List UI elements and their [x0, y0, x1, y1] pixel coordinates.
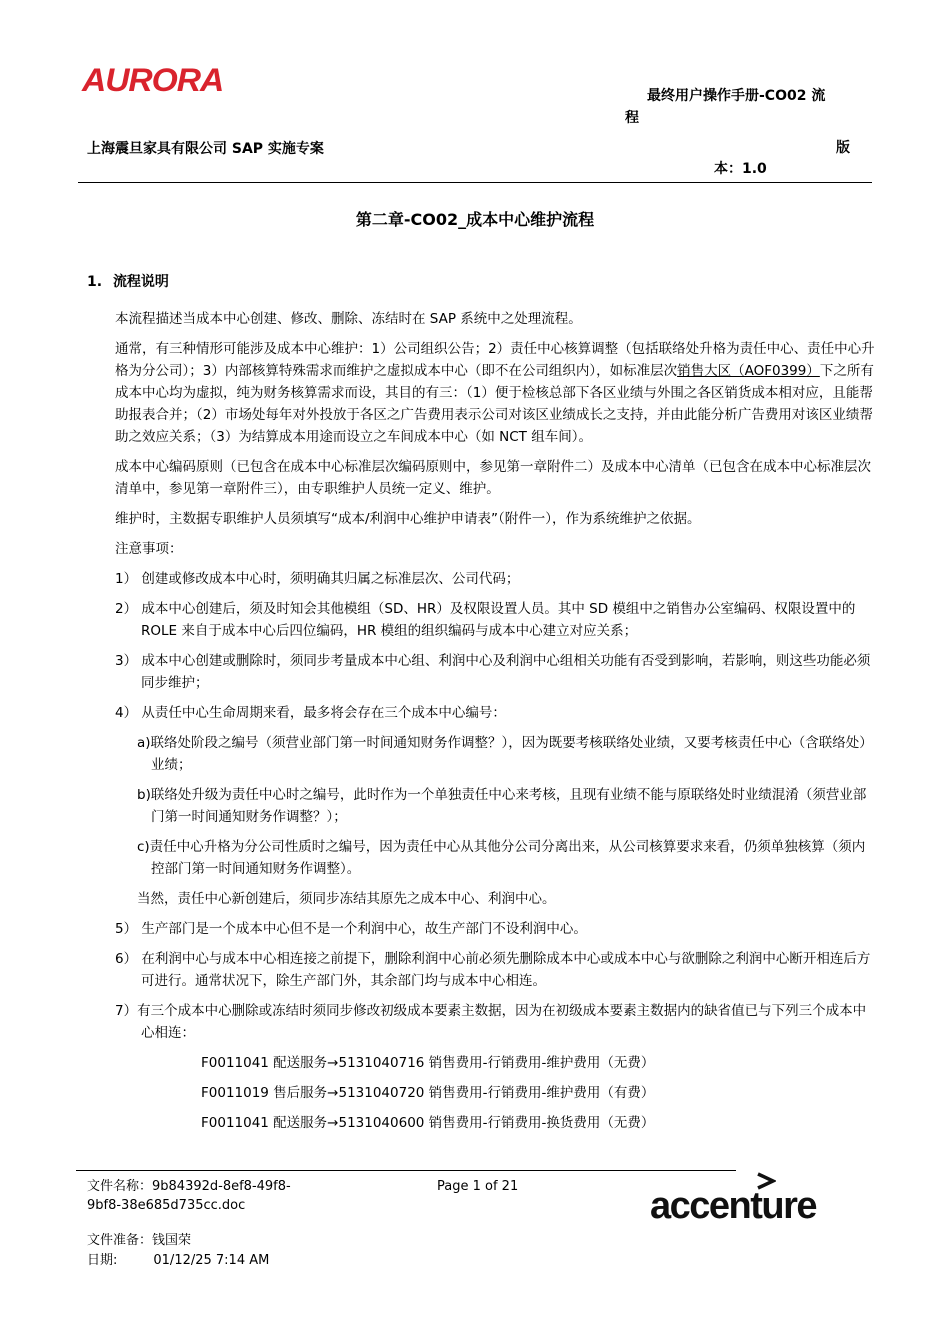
version-label-line1: 版 — [836, 140, 850, 156]
doc-title — [625, 85, 855, 129]
underlined-reference: 销售大区（AOF0399） — [677, 363, 820, 379]
paragraph: 维护时，主数据专职维护人员须填写“成本/利润中心维护申请表”（附件一），作为系统维护之依据。 — [115, 511, 701, 527]
doc-title-line2: 程 — [625, 110, 639, 126]
body-text — [115, 308, 875, 1142]
footer-date — [87, 1251, 269, 1270]
gl-account-line: F0011019 售后服务→5131040720 销售费用-行销费用-维护费用（有费） — [201, 1085, 655, 1101]
prepared-by: 文件准备：钱国荣 — [87, 1233, 192, 1248]
section-heading — [87, 271, 169, 291]
list-item: 1） 创建或修改成本中心时，须明确其归属之标准层次、公司代码； — [115, 571, 520, 587]
filename-line2: 9bf8-38e685d735cc.doc — [87, 1198, 246, 1213]
version-label-line2: 本：1.0 — [714, 161, 767, 177]
sub-list-item: b)联络处升级为责任中心时之编号，此时作为一个单独责任中心来考核，且现有业绩不能与原联络处时业绩混淆（须营业部门第一时间通知财务作调整？）； — [137, 787, 867, 825]
header-divider — [78, 182, 872, 183]
list-item: 5） 生产部门是一个成本中心但不是一个利润中心，故生产部门不设利润中心。 — [115, 921, 587, 937]
footer-filename — [87, 1177, 291, 1215]
gl-account-line: F0011041 配送服务→5131040716 销售费用-行销费用-维护费用（无费） — [201, 1055, 655, 1071]
sub-list-item: a)联络处阶段之编号（须营业部门第一时间通知财务作调整？），因为既要考核联络处业绩，又要考核责任中心（含联络处）业绩； — [137, 735, 873, 773]
filename-line1: 文件名称：9b84392d-8ef8-49f8- — [87, 1179, 291, 1194]
page-number: Page 1 of 21 — [437, 1179, 519, 1194]
aurora-logo: AURORA — [82, 62, 224, 98]
list-item: 3） 成本中心创建或删除时，须同步考量成本中心组、利润中心及利润中心组相关功能有否受到影响，若影响，则这些功能必须同步维护； — [115, 653, 871, 691]
doc-title-line1: 最终用户操作手册-CO02 流 — [647, 88, 826, 104]
accenture-logo — [650, 1168, 840, 1232]
list-item: 6） 在利润中心与成本中心相连接之前提下，删除利润中心前必须先删除成本中心或成本中心与欲删除之利润中心断开相连后方可进行。通常状况下，除生产部门外，其余部门均与成本中心相连。 — [115, 951, 871, 989]
footer-divider — [76, 1170, 736, 1171]
paragraph: 注意事项： — [115, 541, 183, 557]
project-name: 上海震旦家具有限公司 SAP 实施专案 — [87, 141, 324, 157]
gl-account-line: F0011041 配送服务→5131040600 销售费用-行销费用-换货费用（无费） — [201, 1115, 655, 1131]
date-label: 日期: — [87, 1253, 118, 1268]
sub-list-item: c)责任中心升格为分公司性质时之编号，因为责任中心从其他分公司分离出来，从公司核算要求来看，仍须单独核算（须内控部门第一时间通知财务作调整）。 — [137, 839, 866, 877]
section-title: 流程说明 — [112, 274, 169, 290]
paragraph-text: 通常，有三种情形可能涉及成本中心维护：1）公司组织公告；2）责任中心核算调整（包括联络处升格为责任中心、责任中心升格为分公司）；3）内部核算特殊需求而维护之虚拟成本中心（即不在公司组织内），如标准层次 — [115, 341, 875, 379]
list-item: 2） 成本中心创建后，须及时知会其他模组（SD、HR）及权限设置人员。其中 SD 模组中之销售办公室编码、权限设置中的 ROLE 来自于成本中心后四位编码，HR 模组的组织编码与成本中心建立对应关系； — [115, 601, 856, 639]
paragraph: 成本中心编码原则（已包含在成本中心标准层次编码原则中，参见第一章附件二）及成本中心清单（已包含在成本中心标准层次清单中，参见第一章附件三），由专职维护人员统一定义、维护。 — [115, 459, 871, 497]
paragraph-text: 下之所有成本中心均为虚拟，纯为财务核算需求而设，其目的有三：（1）便于检核总部下各区业绩与外围之各区销货成本相对应，且能帮助报表合并；（2）市场处每年对外投放于各区之广告费用表示公司对该区业绩成长之支持，并由此能分析广告费用对该区业绩帮助之效应关系；（3）为结算成本用途而设立之车间成本中心（如 NCT 组车间）。 — [115, 363, 874, 445]
paragraph — [115, 338, 875, 448]
accenture-wordmark: accenture — [650, 1185, 817, 1227]
list-item: 4） 从责任中心生命周期来看，最多将会存在三个成本中心编号： — [115, 705, 506, 721]
paragraph: 本流程描述当成本中心创建、修改、删除、冻结时在 SAP 系统中之处理流程。 — [115, 311, 582, 327]
list-note: 当然，责任中心新创建后，须同步冻结其原先之成本中心、利润中心。 — [137, 891, 556, 907]
date-value: 01/12/25 7:14 AM — [153, 1253, 270, 1268]
chapter-title: 第二章-CO02_成本中心维护流程 — [355, 210, 595, 229]
list-item: 7）有三个成本中心删除或冻结时须同步修改初级成本要素主数据，因为在初级成本要素主数据内的缺省值已与下列三个成本中心相连： — [115, 1003, 867, 1041]
section-number: 1. — [87, 274, 103, 290]
